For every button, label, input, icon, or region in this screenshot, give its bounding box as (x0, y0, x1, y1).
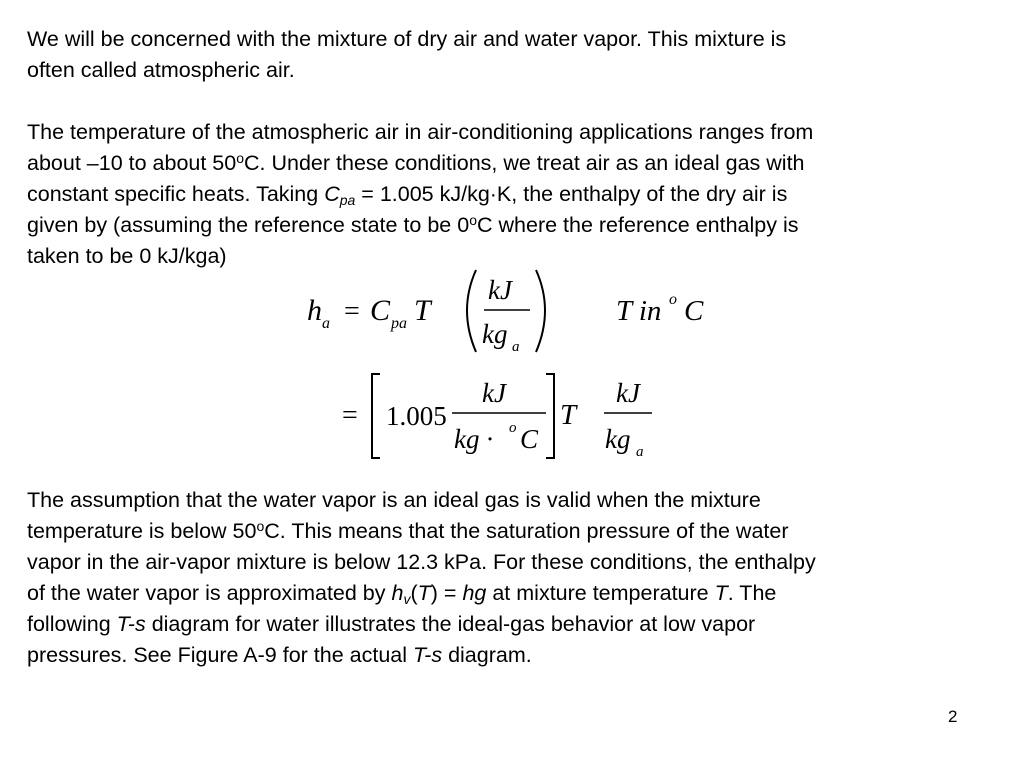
t-symbol-2: T (714, 581, 728, 605)
eq-right-bracket (546, 374, 554, 458)
eq-kJ-top-3: kJ (616, 378, 640, 408)
enthalpy-line-5: taken to be 0 kJ/kga) (27, 244, 227, 268)
eq-kg-subscript: a (512, 339, 520, 355)
eq-T-2: T (560, 399, 577, 431)
eq-kJ-top-2: kJ (482, 378, 506, 408)
enthalpy-line-4b: C where the reference enthalpy is (477, 213, 799, 237)
hv-symbol: h (391, 581, 404, 605)
enthalpy-line-2a: about –10 to about 50 (27, 151, 237, 175)
ts-symbol-2: T-s (413, 643, 443, 667)
cp-subscript: pa (339, 192, 356, 208)
eq-T-in: T in (616, 295, 662, 327)
degree-superscript: o (236, 150, 245, 166)
water-vapor-paragraph (27, 485, 1002, 671)
eq-C-unit-2: C (520, 424, 539, 454)
eq-h-subscript: a (322, 315, 330, 332)
intro-paragraph (27, 24, 1002, 86)
ts-symbol: T-s (116, 612, 146, 636)
eq-kJ-top: kJ (488, 275, 512, 305)
eq-kg-bottom-3: kg (605, 424, 631, 454)
enthalpy-line-3b: = 1.005 kJ/kg·K, the enthalpy of the dry air is (355, 182, 788, 206)
eq-left-bracket (372, 374, 380, 458)
eq-equals-1: = (344, 296, 360, 327)
eq-kg-subscript-3: a (636, 444, 644, 460)
vapor-line-5a: following (27, 612, 117, 636)
hg-symbol: hg (462, 581, 487, 605)
paren-close: ) = (430, 581, 463, 605)
eq-kg-bottom: kg (482, 319, 508, 349)
vapor-line-4c: . The (727, 581, 777, 605)
eq-kg-dot: kg · (454, 424, 493, 454)
eq-coefficient: 1.005 (386, 401, 447, 431)
vapor-line-6b: diagram. (442, 643, 532, 667)
vapor-line-3: vapor in the air-vapor mixture is below 12.3 kPa. For these conditions, the enthalpy (27, 550, 816, 574)
hv-subscript: v (403, 591, 411, 607)
eq-equals-2: = (342, 400, 358, 431)
eq-degree-o-2: o (509, 420, 517, 436)
eq-degree-o: o (669, 291, 677, 308)
vapor-line-5b: diagram for water illustrates the ideal-gas behavior at low vapor (145, 612, 756, 636)
vapor-line-4b: at mixture temperature (486, 581, 715, 605)
vapor-line-2b: C. This means that the saturation pressure of the water (264, 519, 789, 543)
eq-right-paren (536, 270, 545, 352)
eq-T: T (414, 294, 431, 327)
vapor-line-4a: of the water vapor is approximated by (27, 581, 392, 605)
enthalpy-line-2b: C. Under these conditions, we treat air as an ideal gas with (244, 151, 805, 175)
enthalpy-equation (300, 262, 740, 462)
t-symbol: T (417, 581, 431, 605)
vapor-line-1: The assumption that the water vapor is an ideal gas is valid when the mixture (27, 488, 761, 512)
paren-open: ( (410, 581, 418, 605)
enthalpy-line-1: The temperature of the atmospheric air in air-conditioning applications ranges from (27, 120, 814, 144)
eq-C: C (370, 294, 391, 327)
enthalpy-paragraph (27, 117, 1002, 272)
page-number: 2 (948, 707, 958, 726)
eq-h: h (307, 294, 322, 327)
eq-C-unit: C (684, 295, 704, 327)
vapor-line-6a: pressures. See Figure A-9 for the actual (27, 643, 414, 667)
eq-C-subscript: pa (391, 315, 407, 332)
intro-line-1: We will be concerned with the mixture of dry air and water vapor. This mixture is (27, 27, 787, 51)
enthalpy-line-4a: given by (assuming the reference state to be 0 (27, 213, 470, 237)
intro-line-2: often called atmospheric air. (27, 58, 295, 82)
enthalpy-line-3a: constant specific heats. Taking (27, 182, 325, 206)
vapor-line-2a: temperature is below 50 (27, 519, 257, 543)
eq-left-paren (467, 270, 476, 352)
degree-superscript-3: o (256, 518, 265, 534)
cp-symbol: C (324, 182, 340, 206)
degree-superscript-2: o (469, 212, 477, 228)
